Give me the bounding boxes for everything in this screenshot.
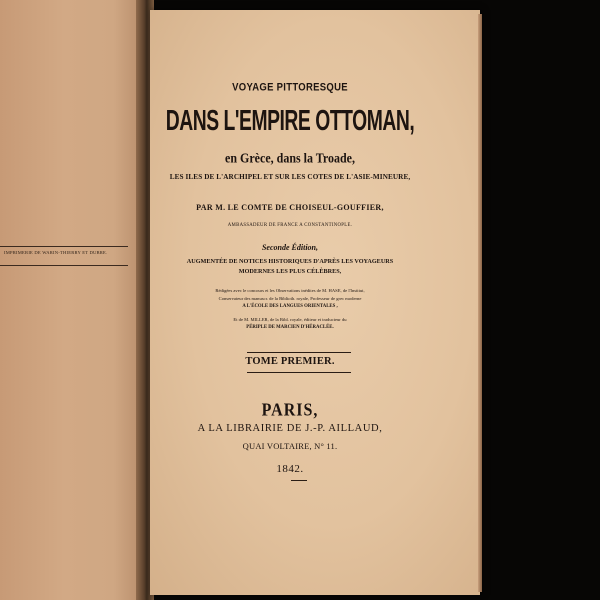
city-label: PARIS, bbox=[261, 401, 319, 420]
year-label: 1842. bbox=[276, 463, 304, 475]
notes-line-2: Conservateur des manuscr. de la Biblioth. royale, Professeur de grec moderne bbox=[218, 296, 362, 301]
title-page bbox=[150, 10, 480, 595]
address-line: QUAI VOLTAIRE, N° 11. bbox=[242, 441, 338, 451]
publisher-line: A LA LIBRAIRIE DE J.-P. AILLAUD, bbox=[197, 423, 383, 434]
augmented-line-2: MODERNES LES PLUS CÉLÈBRES, bbox=[238, 268, 342, 275]
notes-line-4: Et de M. MILLER, de la Bibl. royale, éditeur et traducteur du bbox=[233, 317, 347, 322]
year-rule bbox=[291, 480, 307, 481]
edition-line: Seconde Édition, bbox=[261, 243, 318, 252]
subtitle-line-2: LES ILES DE L'ARCHIPEL ET SUR LES COTES DE L'ASIE-MINEURE, bbox=[169, 173, 411, 181]
author-title: AMBASSADEUR DE FRANCE A CONSTANTINOPLE. bbox=[227, 223, 353, 228]
notes-line-5: PÉRIPLE DE MARCIEN D'HÉRACLÉE. bbox=[246, 325, 334, 330]
imprint-rule-bottom bbox=[0, 265, 128, 266]
title-line-1: VOYAGE PITTORESQUE bbox=[232, 81, 348, 94]
author-line: PAR M. LE COMTE DE CHOISEUL-GOUFFIER, bbox=[196, 203, 384, 212]
volume-rule-top bbox=[247, 352, 351, 353]
subtitle-line: en Grèce, dans la Troade, bbox=[225, 149, 355, 166]
main-title: DANS L'EMPIRE OTTOMAN, bbox=[165, 105, 415, 137]
volume-rule-bottom bbox=[247, 372, 351, 373]
left-page-imprint: IMPRIMERIE DE WARIN-THIERRY ET DUBRE. bbox=[4, 250, 108, 255]
notes-line-3: A L'ÉCOLE DES LANGUES ORIENTALES , bbox=[242, 304, 338, 309]
page-edge bbox=[478, 14, 482, 592]
notes-line-1: Rédigées avec le concours et les Observations inédites de M. HASE, de l'Institut, bbox=[215, 288, 365, 293]
volume-label: TOME PREMIER. bbox=[245, 356, 335, 367]
augmented-line-1: AUGMENTÉE DE NOTICES HISTORIQUES D'APRÈS LES VOYAGEURS bbox=[186, 258, 394, 265]
